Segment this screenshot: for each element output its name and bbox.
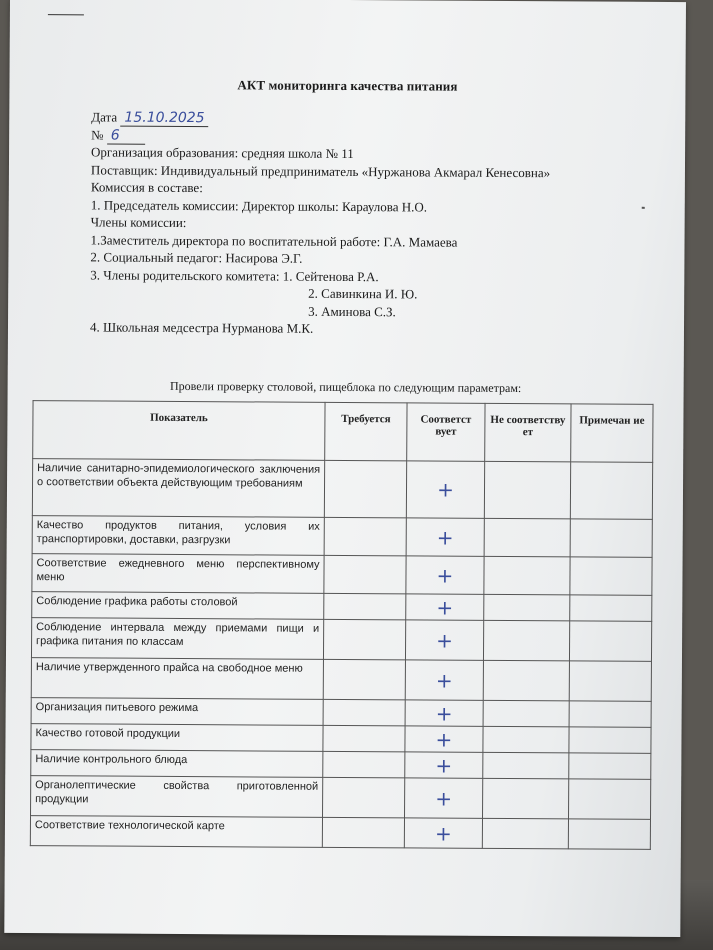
parameter-cell: Качество готовой продукции bbox=[31, 724, 323, 752]
table-row bbox=[31, 618, 651, 662]
required-cell bbox=[323, 725, 405, 752]
parameter-cell: Органолептические свойства приготовленной продукции bbox=[31, 776, 323, 818]
parameter-cell: Качество продуктов питания, условия их транспортировки, доставки, разгрузки bbox=[32, 516, 324, 556]
required-cell bbox=[324, 555, 406, 594]
number-label: № bbox=[91, 126, 104, 143]
header-parameter: Показатель bbox=[33, 401, 325, 461]
notes-cell bbox=[569, 701, 651, 728]
not-conforms-cell bbox=[483, 726, 569, 753]
required-cell bbox=[324, 517, 406, 556]
not-conforms-cell bbox=[483, 620, 569, 661]
conforms-check: + bbox=[406, 518, 484, 556]
table-row bbox=[30, 816, 650, 850]
header-block bbox=[90, 108, 671, 339]
required-cell bbox=[324, 460, 406, 517]
not-conforms-cell bbox=[484, 556, 570, 595]
conforms-check: + bbox=[405, 778, 483, 818]
parameter-cell: Наличие санитарно-эпидемиологического заключения о соответствии объекта действующим требованиям bbox=[32, 459, 324, 518]
not-conforms-cell bbox=[484, 461, 570, 519]
member-parent-2: 2. Савинкина И. Ю. bbox=[308, 285, 418, 302]
conforms-check: + bbox=[406, 594, 484, 620]
parameter-cell: Соответствие ежедневного меню перспективному меню bbox=[32, 554, 324, 594]
table-row bbox=[31, 724, 651, 754]
table-row bbox=[32, 554, 652, 596]
table-row bbox=[31, 776, 651, 820]
parameter-cell: Организация питьевого режима bbox=[31, 698, 323, 726]
members-heading: Члены комиссии: bbox=[90, 214, 187, 231]
not-conforms-cell bbox=[483, 778, 569, 819]
not-conforms-cell bbox=[484, 594, 570, 621]
parameter-cell: Наличие утвержденного прайса на свободное меню bbox=[31, 658, 323, 700]
member-nurse: 4. Школьная медсестра Нурманова М.К. bbox=[89, 319, 314, 336]
inspection-intro: Провели проверку столовой, пищеблока по следующим параметрам: bbox=[169, 378, 522, 396]
required-cell bbox=[322, 817, 404, 848]
required-cell bbox=[324, 593, 406, 620]
parameter-cell: Соблюдение графика работы столовой bbox=[32, 592, 324, 620]
conforms-check: + bbox=[406, 556, 484, 594]
header-not-conforms: Не соответству ет bbox=[485, 403, 571, 462]
notes-cell bbox=[569, 621, 651, 662]
notes-cell bbox=[570, 595, 652, 622]
table-row bbox=[31, 658, 651, 702]
document-title: АКТ мониторинга качества питания bbox=[237, 77, 458, 94]
table-row bbox=[31, 750, 651, 780]
table-row bbox=[32, 459, 652, 520]
document-page bbox=[4, 0, 686, 937]
supplier-line: Поставщик: Индивидуальный предприниматель «Нуржанова Акмарал Кенесовна» bbox=[90, 161, 551, 180]
notes-cell bbox=[570, 557, 652, 596]
required-cell bbox=[323, 619, 405, 660]
not-conforms-cell bbox=[483, 752, 569, 779]
not-conforms-cell bbox=[484, 518, 570, 557]
header-conforms: Соответст вует bbox=[407, 403, 485, 461]
parameter-cell: Соблюдение интервала между приемами пищи и графика питания по классам bbox=[31, 618, 323, 660]
header-notes: Примечан ие bbox=[571, 404, 653, 462]
not-conforms-cell bbox=[482, 818, 568, 849]
date-label: Дата bbox=[91, 109, 118, 125]
conforms-check: + bbox=[405, 620, 483, 660]
commission-line: Комиссия в составе: bbox=[90, 179, 203, 196]
conforms-check: + bbox=[405, 660, 483, 700]
table-row bbox=[31, 698, 651, 728]
inspection-table bbox=[30, 400, 654, 850]
member-parent-3: 3. Аминова С.З. bbox=[308, 303, 396, 319]
number-handwritten: 6 bbox=[107, 128, 145, 144]
notes-cell bbox=[569, 661, 651, 702]
header-required: Требуется bbox=[325, 402, 407, 460]
required-cell bbox=[323, 659, 405, 700]
conforms-check: + bbox=[406, 461, 484, 518]
required-cell bbox=[323, 777, 405, 818]
table-header-row bbox=[33, 401, 653, 463]
organization-line: Организация образования: средняя школа № 11 bbox=[91, 144, 354, 162]
pen-mark bbox=[48, 14, 84, 15]
member-social-pedagogue: 2. Социальный педагог: Насирова Э.Г. bbox=[90, 249, 303, 266]
notes-cell bbox=[569, 779, 651, 820]
conforms-check: + bbox=[405, 752, 483, 778]
notes-cell bbox=[570, 462, 652, 519]
required-cell bbox=[323, 751, 405, 778]
parameter-cell: Наличие контрольного блюда bbox=[31, 750, 323, 778]
required-cell bbox=[323, 699, 405, 726]
notes-cell bbox=[569, 753, 651, 780]
notes-cell bbox=[570, 519, 652, 558]
chairman-line: 1. Председатель комиссии: Директор школы: Караулова Н.О. bbox=[90, 196, 428, 214]
conforms-check: + bbox=[405, 726, 483, 752]
member-deputy: 1.Заместитель директора по воспитательной работе: Г.А. Мамаева bbox=[90, 231, 458, 250]
not-conforms-cell bbox=[483, 700, 569, 727]
conforms-check: + bbox=[405, 700, 483, 726]
table-row bbox=[32, 516, 652, 558]
date-line bbox=[91, 108, 671, 129]
table-row bbox=[32, 592, 652, 622]
conforms-check: + bbox=[404, 818, 482, 848]
notes-cell bbox=[569, 727, 651, 754]
parameter-cell: Соответствие технологической карте bbox=[30, 816, 322, 848]
notes-cell bbox=[568, 819, 650, 850]
member-parents: 3. Члены родительского комитета: 1. Сейтенова Р.А. bbox=[90, 266, 379, 284]
date-handwritten: 15.10.2025 bbox=[120, 111, 208, 128]
not-conforms-cell bbox=[483, 660, 569, 701]
